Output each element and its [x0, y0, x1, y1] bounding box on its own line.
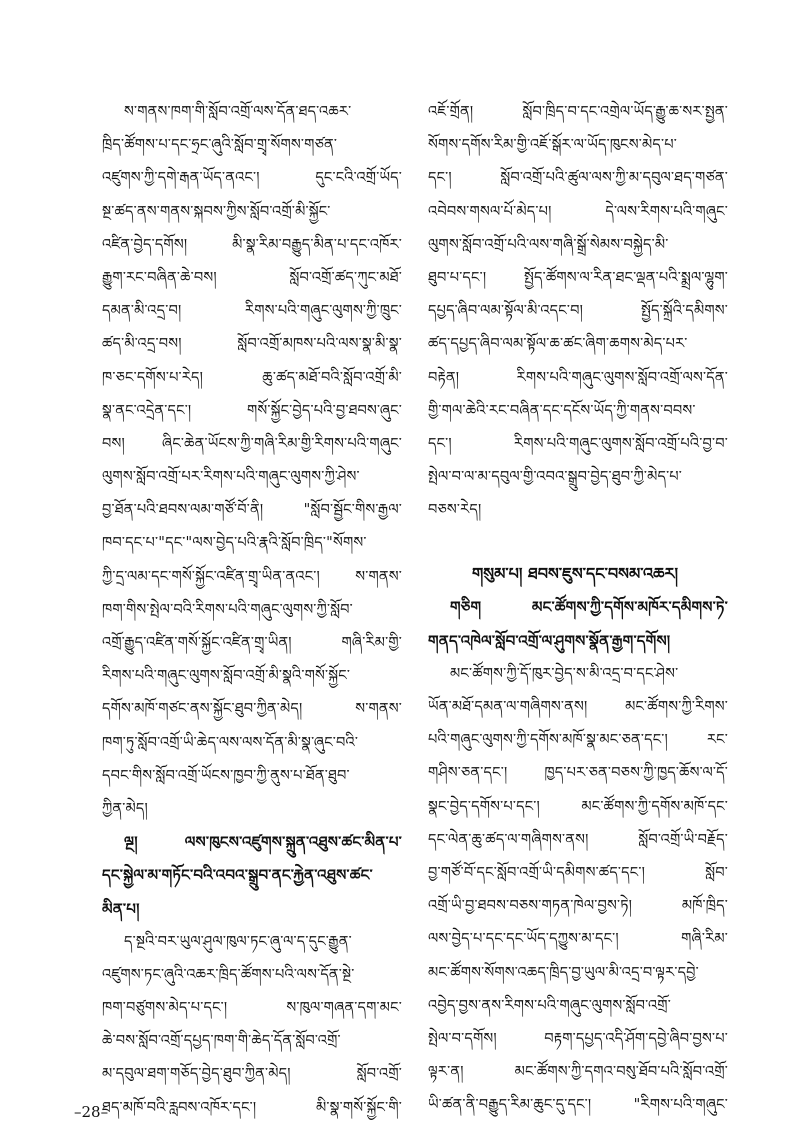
text-line: མང་ཚོགས་ཀྱི་དོ་ཁུར་བྱེད་ས་མི་འདྲ་བ་དང་ཤེས་	[450, 665, 679, 682]
subheading-line: གནད་འཁེལ་སློབ་འགྲོ་ལ་ཤུགས་སྣོན་རྒྱག་དགོས།	[428, 631, 671, 650]
text-line: ཡི་ཚན་ནི་བརྒྱུད་རིམ་ཆུང་དུ་དང་། "རིགས་པའི་གཞུང་	[428, 1097, 728, 1114]
text-line: འཛུགས་ཏང་ཞུའི་འཆར་ཁྲིད་ཚོགས་པའི་ལས་དོན་སྔེ་	[102, 966, 355, 983]
text-line: འཛུགས་ཀྱི་དགེ་རྒན་ཡོད་ནའང་། དུང་ངའི་འགྲོ་ཡོད་	[102, 170, 402, 187]
section-title: གསུམ་པ། ཐབས་ཇུས་དང་བསམ་འཆར།	[472, 564, 679, 584]
text-line: སྣ་ནང་འདྲེན་དང་། གསོ་སྐྱོང་བྱེད་པའི་བྱ་ཐབས་ཞུང་	[102, 402, 402, 419]
text-line: འཛིན་བྱེད་དགོས། མི་སྣ་རིམ་བརྒྱུད་མིན་པ་དང་འཁོར་	[102, 236, 402, 253]
text-line: བརྟེན། རིགས་པའི་གཞུང་ལུགས་སློབ་འགྲོ་ལས་དོན་	[428, 369, 728, 386]
text-line: དང་། རིགས་པའི་གཞུང་ལུགས་སློབ་འགྲོ་པའི་བྱ་བ་	[428, 435, 728, 452]
text-line: ཁག་གིས་སྤེལ་བའི་རིགས་པའི་གཞུང་ལུགས་ཀྱི་སློབ་	[102, 601, 353, 618]
text-line: ཚད་དཔྱད་ཞིབ་ལམ་སྟོལ་ཆ་ཚང་ཞིག་ཆགས་མེད་པར་	[428, 336, 688, 353]
left-heading	[102, 826, 402, 926]
text-line: ཁག་ཏུ་སློབ་འགྲོ་ཡི་ཆེད་ལས་ལས་དོན་མི་སྣ་ཞུང་བའི་	[102, 734, 359, 751]
text-line: ཁ་ཅང་དགོས་པ་རེད། ཆུ་ཚད་མཐོ་བའི་སློབ་འགྲོ་མི་	[102, 369, 402, 386]
right-paragraph-2	[428, 658, 728, 1123]
text-line: ཆེ་བས་སློབ་འགྲོ་དཔྱད་ཁག་གི་ཆེད་དོན་སློབ་འགྲོ་	[102, 1033, 341, 1050]
text-line: དང་། སློབ་འགྲོ་པའི་ཚུལ་ལས་ཀྱི་མ་དབུལ་ཐད་གཙན་	[428, 170, 728, 187]
text-line: འགྲོ་རྒྱུད་འཛིན་གསོ་སྐྱོང་འཛིན་གྲྭ་ཡིན། གཞི་རིམ་གྱི་	[102, 635, 402, 651]
text-line: སོགས་དགོས་རིམ་གྱི་འཇོ་སྒོར་ལ་ཡོད་ཁུངས་མེད་པ་	[428, 137, 677, 154]
right-paragraph-1	[428, 96, 728, 527]
text-line: ཁབ་དང་པ་"དང་"ལས་བྱེད་པའི་རྣའི་སློབ་ཁྲིད་"སོགས་	[102, 535, 367, 552]
heading-line: ལྔ། ལས་ཁུངས་འཛུགས་སྐྲུན་འཐུས་ཚང་མིན་པ་	[124, 833, 402, 852]
text-line: བཅས་རེད།	[428, 502, 482, 519]
text-line: ཁྲིད་ཚོགས་པ་དང་ཧྲང་ཞུའི་སློབ་གྲྭ་སོགས་གཙན་	[102, 137, 338, 154]
text-line: ལྟར་ན། མང་ཚོགས་ཀྱི་དགའ་བསུ་ཐོབ་པའི་སློབ་འགྲོ་	[428, 1064, 728, 1081]
text-line: སྔ་ཚད་ནས་གནས་སྐབས་ཀྱིས་སློབ་འགྲོ་མི་སྐྱོང་	[102, 203, 331, 220]
subheading-line: གཅིག མང་ཚོགས་ཀྱི་དགོས་མཁོར་དམིགས་ཏེ་	[450, 598, 728, 617]
text-line: ཀྱིན་མེད།	[102, 800, 148, 817]
left-paragraph-1	[102, 96, 402, 826]
text-line: སྣང་བྱེད་དགོས་པ་དང་། མང་ཚོགས་ཀྱི་དགོས་མཁོ་དང་	[428, 798, 728, 815]
text-line: གྱི་གལ་ཆེའི་རང་བཞིན་དང་དངོས་ཡོད་ཀྱི་གནས་བབས་	[428, 402, 696, 419]
text-line: ལུགས་སློབ་འགྲོ་པར་རིགས་པའི་གཞུང་ལུགས་ཀྱི་ཤེས་	[102, 469, 360, 486]
text-line: དམན་མི་འདྲ་བ། རིགས་པའི་གཞུང་ལུགས་ཀྱི་ཁྲུང་	[102, 303, 402, 320]
text-line: འགྲོ་ཡི་བྱ་ཐབས་བཅས་གཏན་ཁེལ་བྱས་ཏེ། མཁོ་ཁྲིད་	[428, 898, 728, 915]
text-line: འབྱེད་བྱས་ནས་རིགས་པའི་གཞུང་ལུགས་སློབ་འགྲོ་	[428, 997, 671, 1014]
text-line: དགོས་མཁོ་གཙང་ནས་སྐྱོང་ཐུབ་ཀྱིན་མེད། ས་གནས་	[102, 701, 402, 718]
text-line: ས་གནས་ཁག་གི་སློབ་འགྲོ་ལས་དོན་ཐད་འཆར་	[124, 104, 352, 120]
text-line: ཀྱི་དྲ་ལམ་དང་གསོ་སྐྱོང་འཛིན་གྲྭ་ཡིན་ནའང་། ས་གནས་	[102, 568, 402, 585]
text-line: དཔྱད་ཞིབ་ལམ་སྟོལ་མི་འདང་བ། སྤྱོད་སྐྲོའི་དམིགས་	[428, 303, 728, 320]
text-line: དབང་གིས་སློབ་འགྲོ་ཡོངས་ཁྱབ་ཀྱི་ནུས་པ་ཐོན་ཐུབ་	[102, 767, 350, 784]
text-line: ཚད་མི་འདྲ་བས། སློབ་འགྲོ་མཁས་པའི་ལས་སྣ་མི་སྣ་	[102, 336, 402, 353]
page-number: –28–	[74, 1103, 109, 1121]
text-line: གཤིས་ཅན་དང་། ཁྱད་པར་ཅན་བཅས་ཀྱི་ཁྱད་ཆོས་ལ་དོ་	[428, 765, 728, 782]
text-line: ལས་བྱེད་པ་དང་དང་ཡོད་དཀྱུས་མ་དང་། གཞི་རིམ་	[428, 931, 728, 948]
left-column	[102, 96, 402, 1125]
text-line: ཐད་མཁོ་བའི་རླབས་འཁོར་དང་། མི་སྣ་གསོ་སྐྱོང་གི་	[102, 1099, 402, 1116]
heading-line: དང་སྐྱེལ་མ་གཏོང་བའི་འབའ་སྒྲུབ་ནང་རྐྱེན་འཐུས་ཚང་	[102, 866, 373, 885]
left-paragraph-2	[102, 926, 402, 1125]
text-line: འཇོ་གྲོན། སློབ་ཁྲིད་བ་དང་འགྲེལ་ཡོད་རྒྱུ་ཆ་སར་སྤྱན་	[428, 104, 728, 120]
text-line: པའི་གཞུང་ལུགས་ཀྱི་དགོས་མཁོ་སྣ་མང་ཅན་དང་། རང་	[428, 732, 728, 749]
text-line: སྤེལ་བ་ལ་མ་དབུལ་གྱི་འབའ་སྒྲུབ་བྱེད་ཐུབ་ཀྱི་མེད་པ་	[428, 469, 683, 486]
text-line: བས། ཞིང་ཆེན་ཡོངས་ཀྱི་གཞི་རིམ་གྱི་རིགས་པའི་གཞུང་	[102, 435, 402, 452]
text-line: མ་དབུལ་ཐག་གཅོད་བྱེད་ཐུབ་ཀྱིན་མེད། སློབ་འགྲོ་	[102, 1066, 402, 1083]
text-line: སྤེལ་བ་དགོས། བརྟག་དཔྱད་འདི་ཤོག་དབྱེ་ཞིབ་བྱས་པ་	[428, 1030, 728, 1047]
text-line: རྒྱུག་རང་བཞིན་ཆེ་བས། སློབ་འགྲོ་ཚད་ཀུང་མཐོ་	[102, 269, 402, 286]
right-column	[428, 96, 728, 1122]
heading-line: མིན་པ།	[102, 899, 140, 918]
text-line: ཡོན་མཐོ་དམན་ལ་གཞིགས་ནས། མང་ཚོགས་ཀྱི་རིགས་	[428, 699, 728, 715]
text-line: ཁག་བཙུགས་མེད་པ་དང་། ས་ཁུལ་གཞན་དག་མང་	[102, 1000, 402, 1017]
text-line: འབེབས་གསལ་པོ་མེད་པ། དེ་ལས་རིགས་པའི་གཞུང་	[428, 203, 728, 220]
text-line: བྱ་གཙོ་བོ་དང་སློབ་འགྲོ་ཡི་དམིགས་ཚད་དང་། སློབ་	[428, 864, 728, 881]
text-line: ད་སྔའི་བར་ཡུལ་ཤུལ་ཁུལ་ཏང་ཞུ་ལ་ད་དུང་རྒྱུན་	[124, 933, 352, 950]
text-line: ལུགས་སློབ་འགྲོ་པའི་ལས་གཞི་སྒྲོ་སེམས་བསྐྱེད་མི་	[428, 236, 669, 253]
right-subheading	[428, 591, 728, 657]
section-gap	[428, 527, 728, 557]
text-line: བྱ་ཐོན་པའི་ཐབས་ལམ་གཙོ་བོ་ནི། "སློབ་སྦྱོང་གིས་རྒྱལ་	[102, 502, 402, 519]
text-line: ཐུབ་པ་དང་། སྤྱོད་ཚོགས་ལ་རིན་ཐང་ལྡན་པའི་སྨྲལ་ལྷུག་	[428, 269, 728, 286]
text-line: མང་ཚོགས་སོགས་འཆད་ཁྲིད་བྱ་ཡུལ་མི་འདྲ་བ་ལྟར་དབྱེ་	[428, 964, 699, 981]
text-line: དང་ལེན་ཆུ་ཚད་ལ་གཞིགས་ནས། སློབ་འགྲོ་ཡི་བརྗོད་	[428, 831, 728, 848]
text-line: རིགས་པའི་གཞུང་ལུགས་སློབ་འགྲོ་མི་སྣའི་གསོ་སྐྱོང་	[102, 668, 351, 685]
